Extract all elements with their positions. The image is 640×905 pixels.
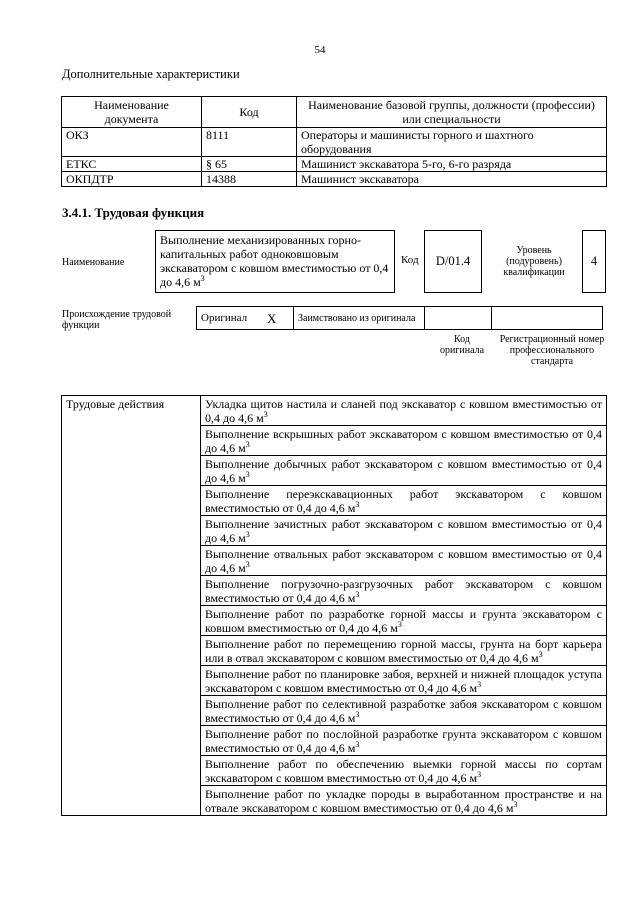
unit-sup: 3 bbox=[397, 620, 402, 629]
action-text: Выполнение вскрышных работ экскаватором с ковшом вместимостью от 0,4 до 4,6 м bbox=[205, 427, 602, 455]
unit-sup: 3 bbox=[200, 274, 205, 283]
function-name-box bbox=[155, 230, 395, 293]
action-item bbox=[201, 786, 607, 816]
action-item bbox=[201, 486, 607, 516]
action-text: Выполнение работ по селективной разработке забоя экскаватором с ковшом вместимостью от 0,4 до 4,6 м bbox=[205, 697, 602, 725]
action-text: Выполнение зачистных работ экскаватором с ковшом вместимостью от 0,4 до 4,6 м bbox=[205, 517, 602, 545]
table-row bbox=[62, 172, 607, 187]
additional-table bbox=[61, 96, 607, 187]
borrowed-label: Заимствовано из оригинала bbox=[294, 307, 425, 330]
page-number: 54 bbox=[314, 44, 326, 56]
function-name: Выполнение механизированных горно-капитальных работ одноковшовым экскаватором с ковшом вместимостью от 0,4 до 4,6 м bbox=[160, 233, 389, 289]
action-text: Выполнение работ по разработке горной массы и грунта экскаватором с ковшом вместимостью от 0,4 до 4,6 м bbox=[205, 607, 602, 635]
level-value: 4 bbox=[582, 230, 606, 293]
origin-table bbox=[196, 306, 603, 330]
actions-table bbox=[61, 395, 607, 816]
action-item bbox=[201, 426, 607, 456]
function-heading: 3.4.1. Трудовая функция bbox=[62, 205, 205, 220]
action-item bbox=[201, 726, 607, 756]
row-code: § 65 bbox=[202, 157, 297, 172]
table-row bbox=[62, 128, 607, 157]
header-code: Код bbox=[202, 97, 297, 128]
action-item bbox=[201, 636, 607, 666]
header-group: Наименование базовой группы, должности (профессии) или специальности bbox=[297, 97, 607, 128]
row-code: 14388 bbox=[202, 172, 297, 187]
action-item bbox=[201, 606, 607, 636]
unit-sup: 3 bbox=[245, 560, 250, 569]
original-code-cell bbox=[425, 307, 492, 330]
unit-sup: 3 bbox=[245, 470, 250, 479]
reg-number-cell bbox=[492, 307, 603, 330]
action-text: Выполнение добычных работ экскаватором с ковшом вместимостью от 0,4 до 4,6 м bbox=[205, 457, 602, 485]
unit-sup: 3 bbox=[477, 680, 482, 689]
origin-label: Происхождение трудовой функции bbox=[62, 309, 172, 331]
row-name: Операторы и машинисты горного и шахтного оборудования bbox=[297, 128, 607, 157]
function-code: D/01.4 bbox=[424, 230, 482, 293]
reg-caption: Регистрационный номер профессионального стандарта bbox=[499, 334, 605, 367]
action-text: Выполнение работ по обеспечению выемки горной массы по сортам экскаватором с ковшом вместимостью от 0,4 до 4,6 м bbox=[205, 757, 602, 785]
name-label: Наименование bbox=[62, 257, 125, 268]
original-cell bbox=[197, 307, 294, 330]
level-label: Уровень (подуровень) квалификации bbox=[503, 245, 565, 278]
action-text: Выполнение работ по планировке забоя, верхней и нижней площадок уступа экскаватором с ковшом вместимостью от 0,4 до 4,6 м bbox=[205, 667, 602, 695]
action-text: Выполнение работ по послойной разработке грунта экскаватором с ковшом вместимостью от 0,4 до 4,6 м bbox=[205, 727, 602, 755]
original-label: Оригинал bbox=[201, 312, 248, 324]
code-label: Код bbox=[401, 254, 419, 266]
action-text: Укладка щитов настила и сланей под экскаватор с ковшом вместимостью от 0,4 до 4,6 м bbox=[205, 397, 602, 425]
original-mark: X bbox=[267, 311, 277, 326]
unit-sup: 3 bbox=[477, 770, 482, 779]
table-header-row bbox=[62, 97, 607, 128]
row-name: Машинист экскаватора bbox=[297, 172, 607, 187]
action-item bbox=[201, 516, 607, 546]
table-row bbox=[62, 396, 607, 426]
action-text: Выполнение работ по перемещению горной массы, грунта на борт карьера или в отвал экскаватором с ковшом вместимостью от 0,4 до 4,6 м bbox=[205, 637, 602, 665]
action-item bbox=[201, 396, 607, 426]
header-doc: Наименование документа bbox=[62, 97, 202, 128]
action-text: Выполнение переэкскавационных работ экскаватором с ковшом вместимостью от 0,4 до 4,6 м bbox=[205, 487, 602, 515]
unit-sup: 3 bbox=[355, 710, 360, 719]
additional-heading: Дополнительные характеристики bbox=[62, 67, 240, 81]
action-item bbox=[201, 666, 607, 696]
code-caption: Код оригинала bbox=[439, 334, 485, 356]
unit-sup: 3 bbox=[355, 740, 360, 749]
row-doc: ОКПДТР bbox=[62, 172, 202, 187]
action-text: Выполнение отвальных работ экскаватором с ковшом вместимостью от 0,4 до 4,6 м bbox=[205, 547, 602, 575]
row-name: Машинист экскаватора 5-го, 6-го разряда bbox=[297, 157, 607, 172]
action-text: Выполнение погрузочно-разгрузочных работ экскаватором с ковшом вместимостью от 0,4 до 4,6 м bbox=[205, 577, 602, 605]
unit-sup: 3 bbox=[245, 440, 250, 449]
unit-sup: 3 bbox=[538, 650, 543, 659]
action-item bbox=[201, 756, 607, 786]
table-row bbox=[62, 157, 607, 172]
actions-label: Трудовые действия bbox=[62, 396, 201, 816]
action-item bbox=[201, 456, 607, 486]
unit-sup: 3 bbox=[355, 500, 360, 509]
unit-sup: 3 bbox=[263, 410, 268, 419]
action-item bbox=[201, 696, 607, 726]
unit-sup: 3 bbox=[245, 530, 250, 539]
action-item bbox=[201, 546, 607, 576]
row-doc: ЕТКС bbox=[62, 157, 202, 172]
unit-sup: 3 bbox=[355, 590, 360, 599]
row-doc: ОКЗ bbox=[62, 128, 202, 157]
row-code: 8111 bbox=[202, 128, 297, 157]
action-item bbox=[201, 576, 607, 606]
unit-sup: 3 bbox=[513, 800, 518, 809]
action-text: Выполнение работ по укладке породы в выработанном пространстве и на отвале экскаватором с ковшом вместимостью от 0,4 до 4,6 м bbox=[205, 787, 602, 815]
